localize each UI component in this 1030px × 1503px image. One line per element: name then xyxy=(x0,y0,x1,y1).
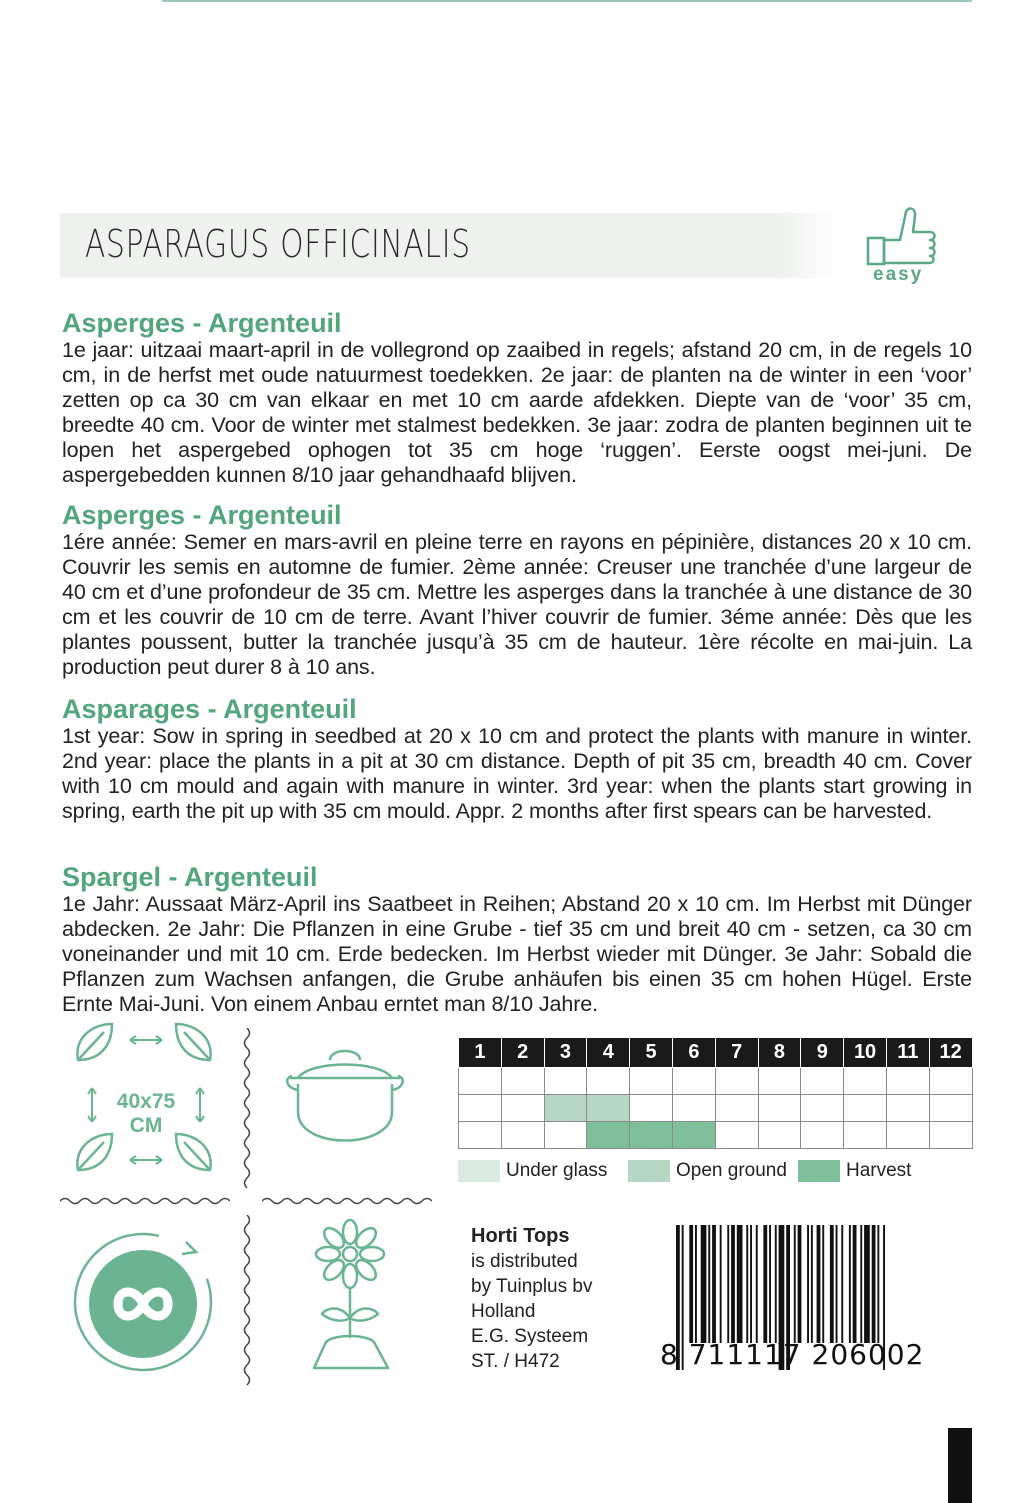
calendar-cell xyxy=(929,1068,972,1095)
infinity-cycle-icon xyxy=(68,1222,218,1382)
calendar-cell xyxy=(501,1068,544,1095)
barcode-bar xyxy=(708,1225,710,1343)
section-en xyxy=(62,694,972,824)
distributor-line: Holland xyxy=(471,1301,536,1322)
calendar-cell xyxy=(715,1095,758,1122)
calendar-cell xyxy=(459,1122,502,1149)
section-body: 1ére année: Semer en mars-avril en pleine terre en rayons en pépinière, distances 20 x 10 cm. Couvrir les semis en automne de fumier. 2ème année: Creuser une tranchée d’une largeur de 40 cm et d’une profondeur de 35 cm. Mettre les asperges dans la tranchée à une distance de 30 cm et les couvrir de 10 cm de terre. Avant l’hiver couvrir de fumier. 3éme année: Dès que les plantes poussent, butter la tranchée jusqu’à 35 cm de hauteur. 1ère récolte en mai-juin. La production peut durer 8 à 10 ans. xyxy=(62,530,972,679)
distributor-line: is distributed xyxy=(471,1251,578,1272)
calendar-cell xyxy=(886,1068,929,1095)
month-label: 12 xyxy=(929,1038,972,1068)
month-label: 3 xyxy=(544,1038,587,1068)
calendar-cell xyxy=(886,1095,929,1122)
legend-label: Under glass xyxy=(506,1160,608,1181)
barcode-bar xyxy=(836,1225,838,1343)
month-label: 9 xyxy=(801,1038,844,1068)
spacing-label xyxy=(108,1090,184,1138)
distributor-info xyxy=(471,1224,592,1374)
calendar-cell xyxy=(587,1122,630,1149)
calendar-row xyxy=(459,1122,973,1149)
distributor-line: E.G. Systeem xyxy=(471,1326,589,1347)
month-label: 8 xyxy=(758,1038,801,1068)
bottom-marker xyxy=(948,1428,972,1503)
barcode-bar xyxy=(727,1225,729,1343)
barcode-bar xyxy=(853,1225,857,1343)
legend-harvest xyxy=(798,1158,911,1184)
calendar-row xyxy=(459,1068,973,1095)
top-rule xyxy=(162,0,972,2)
legend-swatch xyxy=(458,1160,500,1182)
legend-label: Harvest xyxy=(846,1160,912,1181)
calendar-cell xyxy=(715,1068,758,1095)
barcode-bar xyxy=(822,1225,824,1343)
distributor-line: by Tuinplus bv xyxy=(471,1276,593,1297)
calendar-row xyxy=(459,1095,973,1122)
calendar-cell xyxy=(886,1122,929,1149)
section-body: 1e jaar: uitzaai maart-april in de vollegrond op zaaibed in regels; afstand 20 cm, in de regels 10 cm, in de herfst met oude natuurmest toedekken. 2e jaar: de planten na de winter in een ‘voor’ zetten op ca 30 cm van elkaar en met 10 cm aarde afdekken. Diepte van de ‘voor’ 35 cm, breedte 40 cm. Voor de winter met stalmest bedekken. 3e jaar: zodra de planten beginnen uit te lopen het aspergebed ophogen tot 35 cm hoge ‘ruggen’. Eerste oogst mei-juni. De aspergebedden kunnen 8/10 jaar gehandhaafd blijven. xyxy=(62,338,972,487)
calendar-cell xyxy=(459,1095,502,1122)
month-label: 5 xyxy=(630,1038,673,1068)
month-label: 11 xyxy=(886,1038,929,1068)
section-fr xyxy=(62,500,972,680)
calendar-legend xyxy=(458,1158,978,1184)
legend-swatch xyxy=(628,1160,670,1182)
legend-open-ground xyxy=(628,1158,787,1184)
barcode-bar xyxy=(763,1225,767,1343)
month-label: 2 xyxy=(501,1038,544,1068)
calendar-cell xyxy=(630,1122,673,1149)
barcode-bar xyxy=(794,1225,796,1343)
calendar-cell xyxy=(672,1122,715,1149)
calendar-cell xyxy=(587,1068,630,1095)
barcode-bar xyxy=(720,1225,722,1343)
horizontal-divider xyxy=(262,1196,432,1206)
barcode-bar xyxy=(841,1225,843,1343)
horizontal-divider xyxy=(60,1196,230,1206)
barcode-bar xyxy=(877,1225,879,1343)
calendar-cell xyxy=(544,1095,587,1122)
barcode-bar xyxy=(756,1225,758,1343)
product-title: ASPARAGUS OFFICINALIS xyxy=(85,222,471,266)
barcode-bar xyxy=(769,1225,771,1343)
calendar-cell xyxy=(459,1068,502,1095)
section-body: 1st year: Sow in spring in seedbed at 20 x 10 cm and protect the plants with manure in winter. 2nd year: place the plants in a pit at 30 cm distance. Depth of pit 35 cm, breadth 40 cm. Cover with 10 cm mould and again with manure in winter. 3rd year: when the plants start growing in spring, earth the pit up with 35 cm mould. Appr. 2 months after first spears can be harvested. xyxy=(62,724,972,823)
calendar-cell xyxy=(758,1068,801,1095)
calendar-cell xyxy=(929,1095,972,1122)
calendar-cell xyxy=(672,1068,715,1095)
barcode-bar xyxy=(849,1225,851,1343)
barcode-bar xyxy=(798,1225,802,1343)
barcode-bar xyxy=(811,1225,813,1343)
calendar-cell xyxy=(587,1095,630,1122)
section-heading: Asparages - Argenteuil xyxy=(62,694,357,724)
barcode-bar xyxy=(807,1225,809,1343)
barcode-bar xyxy=(864,1225,870,1343)
barcode-bar xyxy=(872,1225,876,1343)
month-label: 1 xyxy=(459,1038,502,1068)
calendar-cell xyxy=(844,1122,887,1149)
calendar-cell xyxy=(544,1122,587,1149)
calendar-cell xyxy=(758,1095,801,1122)
barcode-bar xyxy=(689,1225,693,1343)
section-body: 1e Jahr: Aussaat März-April ins Saatbeet in Reihen; Abstand 20 x 10 cm. Im Herbst mit Dünger abdecken. 2e Jahr: Die Pflanzen in eine Grube - tief 35 cm und breit 40 cm - setzen, ca 30 cm voneinander und mit 10 cm. Erde bedecken. Im Herbst wieder mit Dünger. 3e Jahr: Sobald die Pflanzen zum Wachsen anfangen, die Grube anhäufen bis einen 35 cm hohen Hügel. Erste Ernte Mai-Juni. Von einem Anbau erntet man 8/10 Jahre. xyxy=(62,892,972,1016)
legend-swatch xyxy=(798,1160,840,1182)
month-label: 6 xyxy=(672,1038,715,1068)
barcode-bar xyxy=(731,1225,735,1343)
barcode-bar xyxy=(775,1225,777,1343)
section-nl xyxy=(62,308,972,488)
barcode-bar xyxy=(701,1225,707,1343)
section-heading: Asperges - Argenteuil xyxy=(62,500,342,530)
vertical-divider xyxy=(240,1215,254,1390)
cooking-pot-icon xyxy=(280,1040,410,1160)
calendar-cell xyxy=(715,1122,758,1149)
barcode-bar xyxy=(712,1225,716,1343)
month-label: 7 xyxy=(715,1038,758,1068)
barcode-bar xyxy=(695,1225,697,1343)
barcode-bar xyxy=(830,1225,834,1343)
easy-label: easy xyxy=(873,264,924,285)
month-label: 10 xyxy=(844,1038,887,1068)
calendar-header xyxy=(459,1038,973,1068)
section-heading: Asperges - Argenteuil xyxy=(62,308,342,338)
barcode-bar xyxy=(737,1225,743,1343)
calendar-cell xyxy=(501,1122,544,1149)
sowing-calendar xyxy=(458,1037,973,1149)
vertical-divider xyxy=(240,1028,254,1193)
calendar-cell xyxy=(801,1068,844,1095)
calendar-cell xyxy=(672,1095,715,1122)
calendar-cell xyxy=(844,1068,887,1095)
section-de xyxy=(62,862,972,1017)
legend-label: Open ground xyxy=(676,1160,787,1181)
barcode-bar xyxy=(750,1225,752,1343)
spacing-label-value: 40x75 xyxy=(116,1090,176,1113)
legend-under-glass xyxy=(458,1158,607,1184)
calendar-cell xyxy=(758,1122,801,1149)
calendar-cell xyxy=(801,1095,844,1122)
barcode-bar xyxy=(860,1225,862,1343)
month-label: 4 xyxy=(587,1038,630,1068)
section-heading: Spargel - Argenteuil xyxy=(62,862,318,892)
calendar-cell xyxy=(844,1095,887,1122)
calendar-cell xyxy=(630,1068,673,1095)
calendar-cell xyxy=(501,1095,544,1122)
calendar-cell xyxy=(544,1068,587,1095)
barcode-bar xyxy=(746,1225,748,1343)
distributor-line: ST. / H472 xyxy=(471,1351,560,1372)
flower-sprout-icon xyxy=(300,1218,400,1383)
barcode-bar xyxy=(817,1225,821,1343)
spacing-label-unit: CM xyxy=(129,1114,163,1137)
calendar-cell xyxy=(630,1095,673,1122)
distributor-brand: Horti Tops xyxy=(471,1225,570,1247)
calendar-cell xyxy=(929,1122,972,1149)
calendar-cell xyxy=(801,1122,844,1149)
barcode-digits: 8 711117 206002 xyxy=(660,1338,925,1371)
